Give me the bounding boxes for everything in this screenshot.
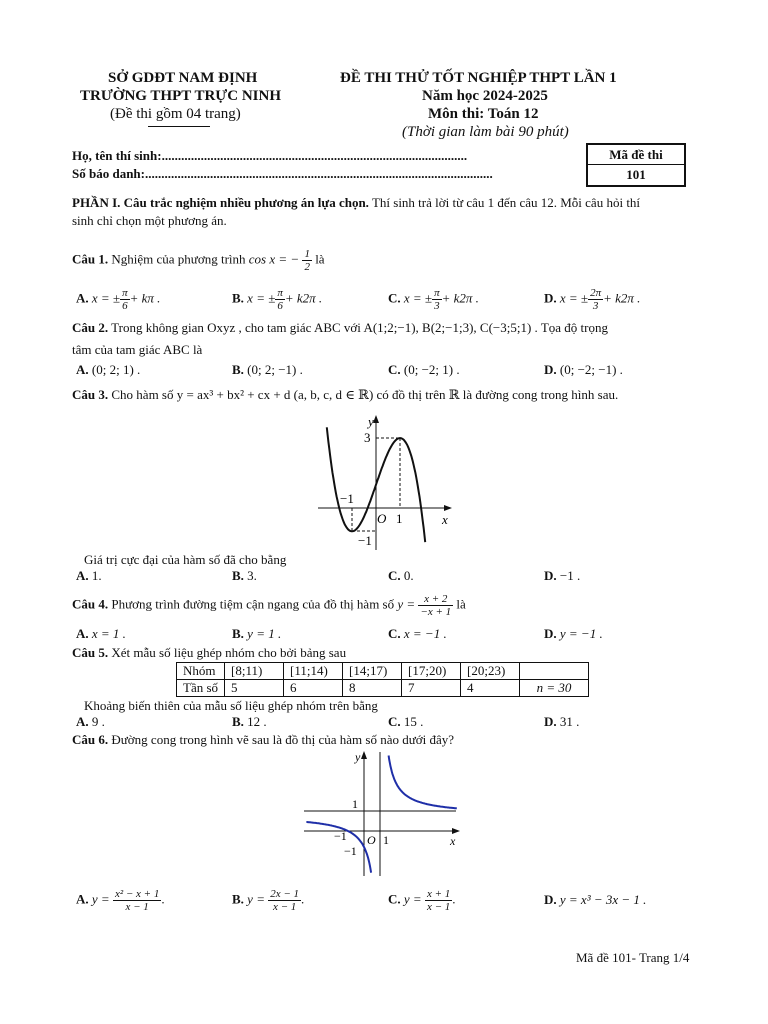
q3-text: Cho hàm số y = ax³ + bx² + cx + d (a, b, c, d ∈ ℝ) có đồ thị trên ℝ là đường cong trong hình sau. — [111, 387, 619, 402]
q5-frequency-table — [176, 662, 589, 697]
q5-after: Khoảng biến thiên của mẫu số liệu ghép nhóm trên bằng — [84, 698, 378, 713]
q1-fraction: $\frac{1}{2}$ — [304, 248, 310, 273]
q6-text: Đường cong trong hình vẽ sau là đồ thị của hàm số nào dưới đây? — [111, 732, 455, 747]
exam-title: ĐỀ THI THỬ TỐT NGHIỆP THPT LẦN 1 — [340, 70, 617, 86]
q1-option-b[interactable]: B. x = ± $\frac{\pi}{6}$ + k2π . — [232, 287, 323, 312]
table-cell: 6 — [284, 680, 343, 697]
q3-tick-neg1-y: −1 — [358, 533, 372, 548]
q4-fraction: $\frac{x + 2}{-x + 1}$ — [420, 593, 452, 618]
header-underline — [148, 126, 210, 127]
q3-tick-neg1-x: −1 — [340, 491, 354, 506]
sbd-line — [72, 166, 493, 182]
q1-stem — [72, 248, 325, 273]
q6-option-d[interactable]: D. y = x³ − 3x − 1 . — [544, 892, 647, 907]
q3-option-c[interactable]: C. 0. — [388, 568, 414, 583]
q1-text: Nghiệm của phương trình — [111, 251, 246, 267]
q4-option-c[interactable]: C. x = −1 . — [388, 626, 447, 641]
q5-label: Câu 5. — [72, 645, 109, 660]
candidate-name-line — [72, 148, 467, 164]
table-cell: Nhóm — [177, 663, 225, 680]
q1-option-c[interactable]: C. x = ± $\frac{\pi}{3}$ + k2π . — [388, 287, 479, 312]
q3-y-label: y — [368, 414, 374, 429]
q3-option-b[interactable]: B. 3. — [232, 568, 257, 583]
q5-option-b[interactable]: B. 12 . — [232, 714, 267, 729]
q4-tail: là — [456, 596, 466, 612]
time-limit: (Thời gian làm bài 90 phút) — [402, 124, 569, 140]
q2-stem-line2: tâm của tam giác ABC là — [72, 342, 203, 357]
table-cell: [11;14) — [284, 663, 343, 680]
q2-option-d[interactable]: D. (0; −2; −1) . — [544, 362, 623, 377]
q5-row-groups — [177, 663, 589, 680]
q5-option-d[interactable]: D. 31 . — [544, 714, 580, 729]
exam-code-title: Mã đề thi — [588, 145, 684, 165]
q4-option-b[interactable]: B. y = 1 . — [232, 626, 282, 641]
q6-y-arrow-icon — [361, 751, 367, 759]
q5-option-c[interactable]: C. 15 . — [388, 714, 424, 729]
part1-title: PHẦN I. Câu trắc nghiệm nhiều phương án lựa chọn. — [72, 195, 369, 210]
q3-stem — [72, 387, 618, 403]
q6-stem — [72, 732, 454, 748]
table-cell: [14;17) — [343, 663, 402, 680]
exam-code-value: 101 — [626, 167, 646, 182]
q3-option-a[interactable]: A. 1. — [76, 568, 102, 583]
q5-stem — [72, 645, 346, 661]
q1-option-d[interactable]: D. x = ± $\frac{2\pi}{3}$ + k2π . — [544, 287, 641, 312]
q1-option-a[interactable]: A. x = ± $\frac{\pi}{6}$ + kπ . — [76, 287, 161, 312]
part1-instr1: Thí sinh trả lời từ câu 1 đến câu 12. Mỗi câu hỏi thí — [368, 195, 641, 210]
candidate-name-label: Họ, tên thí sinh: — [72, 148, 162, 163]
q3-cubic-graph — [310, 412, 460, 554]
q4-option-a[interactable]: A. x = 1 . — [76, 626, 126, 641]
q2-line1: Trong không gian Oxyz , cho tam giác ABC với A(1;2;−1), B(2;−1;3), C(−3;5;1) . Tọa độ trọng — [111, 320, 608, 335]
q3-tick-3: 3 — [364, 430, 371, 445]
candidate-name-dots: .............................................................................................. — [161, 148, 468, 163]
q2-stem-line1 — [72, 320, 608, 336]
table-cell: 7 — [402, 680, 461, 697]
q3-x-label: x — [442, 512, 448, 527]
sbd-dots: ........................................................................................................... — [144, 166, 493, 181]
q3-x-arrow-icon — [444, 505, 452, 511]
q6-curve-right-branch — [389, 756, 457, 809]
q6-hyperbola-graph — [300, 748, 466, 880]
q4-option-d[interactable]: D. y = −1 . — [544, 626, 603, 641]
q4-eq: y = — [397, 596, 416, 612]
q6-tick-neg1-y: −1 — [344, 844, 357, 858]
table-cell: 5 — [225, 680, 284, 697]
q1-eq: cos x = − — [248, 251, 300, 267]
school-year: Năm học 2024-2025 — [422, 88, 548, 104]
exam-code-box — [586, 143, 686, 187]
q5-row-freq — [177, 680, 589, 697]
q6-origin: O — [367, 833, 376, 847]
q2-option-b[interactable]: B. (0; 2; −1) . — [232, 362, 303, 377]
q6-y-label: y — [355, 750, 361, 764]
q3-y-arrow-icon — [373, 415, 379, 423]
table-cell — [520, 663, 589, 680]
page-footer: Mã đề 101- Trang 1/4 — [576, 950, 690, 965]
table-cell: [20;23) — [461, 663, 520, 680]
q6-option-c[interactable]: C. y = $\frac{x + 1}{x - 1}$ . — [388, 888, 456, 913]
q2-option-c[interactable]: C. (0; −2; 1) . — [388, 362, 460, 377]
q3-label: Câu 3. — [72, 387, 109, 402]
table-cell: 4 — [461, 680, 520, 697]
subject: Môn thi: Toán 12 — [428, 106, 539, 122]
q6-tick-1-x: 1 — [383, 833, 389, 847]
q6-option-b[interactable]: B. y = $\frac{2x - 1}{x - 1}$ . — [232, 888, 305, 913]
q2-label: Câu 2. — [72, 320, 109, 335]
part1-instr2: sinh chỉ chọn một phương án. — [72, 213, 227, 228]
q2-option-a[interactable]: A. (0; 2; 1) . — [76, 362, 141, 377]
q1-label: Câu 1. — [72, 251, 109, 267]
sbd-label: Số báo danh: — [72, 166, 145, 181]
table-cell: [8;11) — [225, 663, 284, 680]
q5-text: Xét mẫu số liệu ghép nhóm cho bởi bảng sau — [111, 645, 347, 660]
table-cell: 8 — [343, 680, 402, 697]
part1-line1 — [72, 195, 640, 211]
q3-option-d[interactable]: D. −1 . — [544, 568, 581, 583]
q4-text: Phương trình đường tiệm cận ngang của đồ thị hàm số — [111, 596, 395, 612]
dept-name: SỞ GDĐT NAM ĐỊNH — [108, 70, 258, 86]
q6-x-label: x — [450, 834, 456, 848]
q3-after: Giá trị cực đại của hàm số đã cho bằng — [84, 552, 287, 567]
table-cell: n = 30 — [520, 680, 589, 697]
q6-tick-1-y: 1 — [352, 797, 358, 811]
pages-note: (Đề thi gồm 04 trang) — [110, 106, 241, 122]
q5-option-a[interactable]: A. 9 . — [76, 714, 105, 729]
q6-tick-neg1-x: −1 — [334, 829, 347, 843]
q3-origin: O — [377, 511, 387, 526]
table-cell: [17;20) — [402, 663, 461, 680]
q1-tail: là — [315, 251, 325, 267]
q6-option-a[interactable]: A. y = $\frac{\text{x² − x + 1}}{x - 1}$ . — [76, 888, 165, 913]
school-name: TRƯỜNG THPT TRỰC NINH — [80, 88, 281, 104]
q4-label: Câu 4. — [72, 596, 109, 612]
q6-label: Câu 6. — [72, 732, 109, 747]
q4-stem — [72, 593, 466, 618]
table-cell: Tần số — [177, 680, 225, 697]
q3-tick-1: 1 — [396, 511, 403, 526]
